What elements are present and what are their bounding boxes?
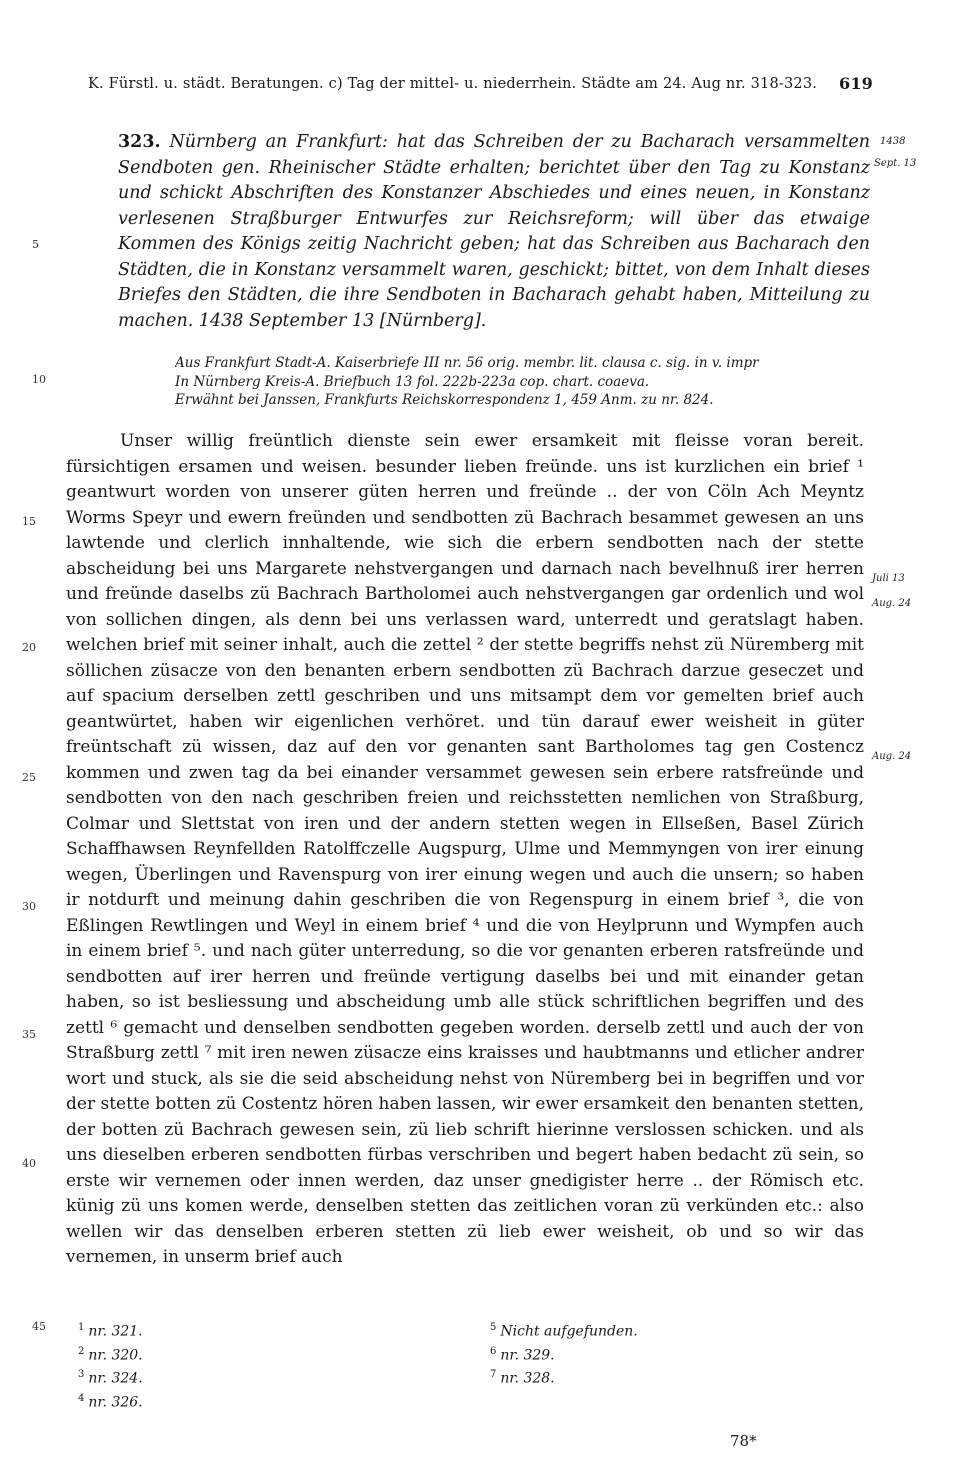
footnotes-left-column	[78, 1318, 143, 1413]
regest-text: Nürnberg an Frankfurt: hat das Schreiben der zu Bacharach versammelten Sendboten gen. Rheinischer Städte erhalten; berichtet über den Tag zu Konstanz und schickt Abschriften des Konstanzer Abschiedes und eines neuen, in Konstanz verlesenen Straßburger Entwurfes zur Reichsreform; will über das etwaige Kommen des Königs zeitig Nachricht geben; hat das Schreiben aus Bacharach den Städten, die in Konstanz versammelt waren, geschickt; bittet, von dem Inhalt dieses Briefes den Städten, die ihre Sendboten in Bacharach gehabt haben, Mitteilung zu machen. 1438 September 13 [Nürnberg].	[118, 132, 870, 331]
line-number: 30	[22, 900, 36, 913]
footnote-text: nr. 320.	[88, 1347, 143, 1364]
line-number: 5	[32, 238, 39, 251]
footnote-text: nr. 321.	[88, 1323, 143, 1340]
footnote	[78, 1318, 143, 1342]
footnote	[490, 1342, 638, 1366]
line-number: 25	[22, 771, 36, 784]
document-number: 323.	[118, 132, 161, 152]
sheet-signature: 78*	[730, 1432, 757, 1450]
line-number: 15	[22, 515, 36, 528]
footnote	[490, 1318, 638, 1342]
footnote-mark: 5	[490, 1322, 497, 1333]
footnote	[78, 1365, 143, 1389]
footnote-mark: 3	[78, 1369, 85, 1381]
footnote-mark: 2	[78, 1345, 85, 1357]
line-number: 10	[32, 373, 46, 386]
source-notes	[175, 354, 865, 410]
margin-date-sept: Sept. 13	[874, 158, 917, 169]
line-number: 40	[22, 1157, 36, 1170]
footnote-mark: 1	[78, 1322, 85, 1333]
footnote-text: nr. 329.	[500, 1347, 555, 1364]
footnotes-right-column	[490, 1318, 638, 1389]
footnote-mark: 7	[490, 1369, 497, 1381]
margin-year: 1438	[880, 136, 906, 147]
running-title: K. Fürstl. u. städt. Beratungen. c) Tag der mittel- u. niederrhein. Städte am 24. Aug nr. 318-323.	[88, 76, 818, 92]
source-line: In Nürnberg Kreis-A. Briefbuch 13 fol. 222b-223a cop. chart. coaeva.	[175, 373, 650, 390]
letter-body	[66, 429, 864, 1271]
footnote	[78, 1342, 143, 1366]
regest-summary	[118, 130, 870, 334]
margin-date-aug: Aug. 24	[872, 598, 912, 609]
letter-text: Unser willig freüntlich dienste sein ewer ersamkeit mit fleisse voran bereit. fürsichtigen ersamen und weisen. besunder lieben freünde. uns ist kurzlichen ein brief ¹ geantwurt worden von unserer güten herren und freünde .. der von Cöln Ach Meyntz Worms Speyr und ewern freünden und sendbotten zü Bachrach besammet gewesen an uns lawtende und clerlich innhaltende, wie sich die erbern sendbotten nach der stette abscheidung bei uns Margarete nehstvergangen und darnach nach bevelhnuß irer herren und freünde daselbs zü Bachrach Bartholomei auch nehstvergangen gar ordenlich und wol von sollichen dingen, als denn bei uns verlassen ward, unterredt und geratslagt haben. welchen brief mit seiner inhalt, auch die zettel ² der stette begriffs nehst zü Nüremberg mit söllichen züsacze von den benanten erbern sendbotten zü Bachrach darzue geseczet und auf spacium derselben zettl geschriben und uns mitsampt dem vor gemelten brief auch geantwürtet, haben wir eigenlichen verhöret. und tün darauf ewer weisheit in güter freüntschaft zü wissen, daz auf den vor genanten sant Bartholomes tag gen Costencz kommen und zwen tag da bei einander versammet gewesen sein erbere ratsfreünde und sendbotten von den nach geschriben freien und reichsstetten nemlichen von Straßburg, Colmar und Slettstat von iren und der andern stetten wegen in Ellseßen, Basel Zürich Schaffhawsen Reynfellden Ratolffczelle Augspurg, Ulme und Memmyngen von irer einung wegen, Überlingen und Ravenspurg von irer einung wegen und auch die unsern; so haben ir notdurft und meinung dahin geschriben die von Regenspurg in einem brief ³, die von Eßlingen Rewtlingen und Weyl in einem brief ⁴ und die von Heylprunn und Wympfen auch in einem brief ⁵. und nach güter unterredung, so die vor genanten erberen ratsfreünde und sendbotten auf irer herren und freünde vertigung daselbs bei und mit einander getan haben, so ist besliessung und abscheidung umb alle stück schriftlichen begriffen und des zettl ⁶ gemacht und denselben sendbotten gegeben worden. derselb zettl und auch der von Straßburg zettl ⁷ mit iren newen züsacze eins kraisses und haubtmanns und etlicher andrer wort und stuck, als sie die seid abscheidung nehst von Nüremberg bei in begriffen und vor der stette botten zü Costentz hören haben lassen, wir ewer ersamkeit den benanten stetten, der botten zü Bachrach gewesen sein, zü lieb schrift hierinne verslossen schicken. und als uns dieselben erberen sendbotten fürbas verschriben und begert haben bedacht zü sein, so erste wir vernemen oder innen werden, daz unser gnedigister herre .. der Römisch etc. künig zü uns komen werde, denselben stetten das zeitlichen voran zü verkünden etc.: also wellen wir das denselben erberen stetten zü lieb ewer weisheit, ob und so wir das vernemen, in unserm brief auch	[66, 431, 864, 1267]
footnote-text: Nicht aufgefunden.	[500, 1323, 638, 1340]
line-number: 35	[22, 1028, 36, 1041]
footnote-text: nr. 326.	[88, 1394, 143, 1411]
footnote	[78, 1389, 143, 1413]
footnote-mark: 4	[78, 1392, 85, 1404]
source-line: Aus Frankfurt Stadt-A. Kaiserbriefe III nr. 56 orig. membr. lit. clausa c. sig. in v. impr	[175, 355, 759, 371]
page-number: 619	[839, 74, 873, 93]
source-line: Erwähnt bei Janssen, Frankfurts Reichskorrespondenz 1, 459 Anm. zu nr. 824.	[175, 392, 714, 408]
line-number: 45	[32, 1320, 46, 1333]
margin-date-aug: Aug. 24	[872, 751, 912, 762]
line-number: 20	[22, 641, 36, 654]
footnote-mark: 6	[490, 1345, 497, 1357]
footnote	[490, 1365, 638, 1389]
margin-date-juli: Juli 13	[872, 573, 905, 584]
footnote-text: nr. 324.	[88, 1370, 143, 1387]
footnote-text: nr. 328.	[500, 1370, 555, 1387]
running-header	[88, 76, 873, 92]
